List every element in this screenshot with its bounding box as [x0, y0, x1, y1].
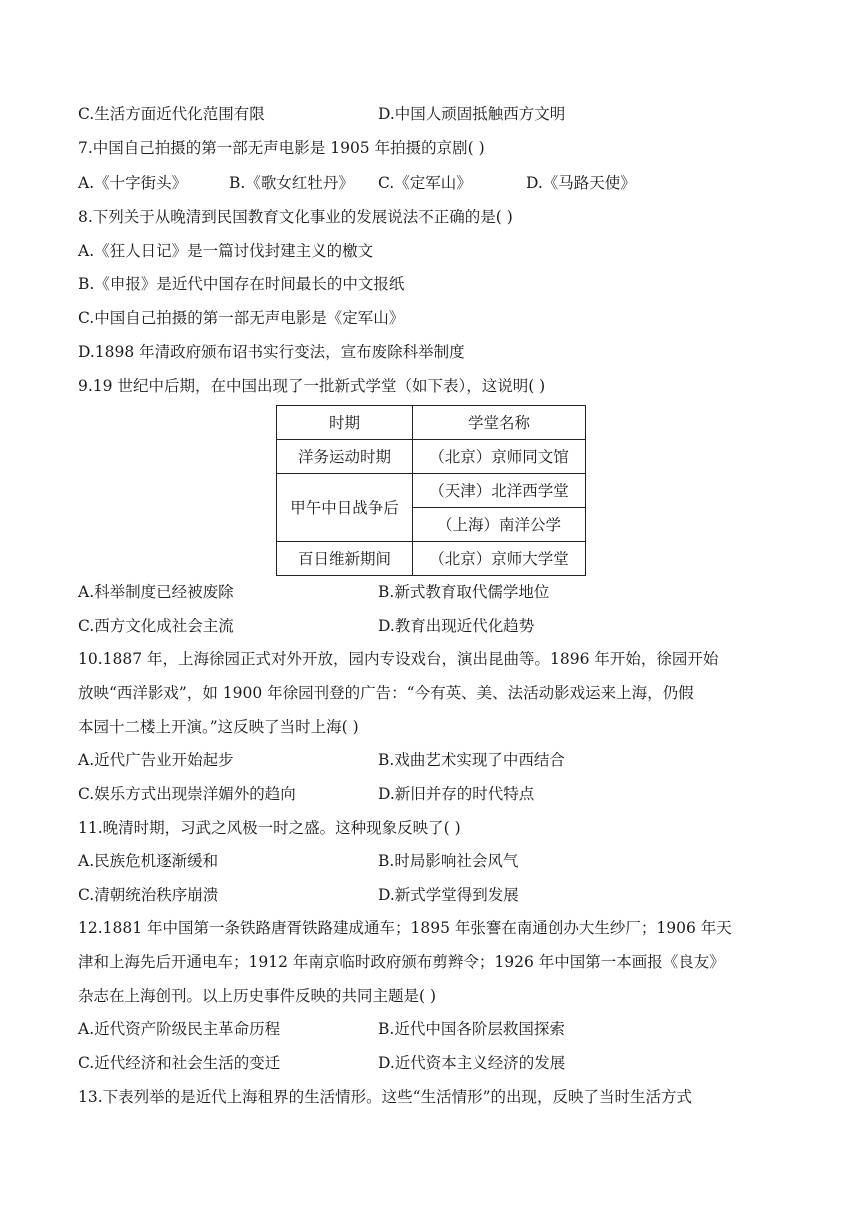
q11-stem: 11.晚清时期，习武之风极一时之盛。这种现象反映了( ) [78, 819, 461, 837]
q12-stem-line-1: 12.1881 年中国第一条铁路唐胥铁路建成通车；1895 年张謇在南通创办大生纱厂；1906 年天 [78, 919, 732, 937]
q12-stem-line-2: 津和上海先后开通电车；1912 年南京临时政府颁布剪辫令；1926 年中国第一本画报《良友》 [78, 953, 725, 971]
table-header-period: 时期 [277, 406, 413, 440]
table-cell-school: （上海）南洋公学 [413, 508, 586, 542]
q11-option-a: A.民族危机逐渐缓和 [78, 852, 219, 870]
table-cell-period: 甲午中日战争后 [277, 474, 413, 542]
table-row [277, 474, 586, 508]
q8-option-c: C.中国自己拍摄的第一部无声电影是《定军山》 [78, 309, 405, 327]
q10-stem-line-3: 本园十二楼上开演。”这反映了当时上海( ) [78, 718, 359, 736]
q10-option-d: D.新旧并存的时代特点 [378, 785, 535, 803]
q10-option-c: C.娱乐方式出现崇洋媚外的趋向 [78, 785, 296, 803]
q10-option-a: A.近代广告业开始起步 [78, 751, 234, 769]
q7-option-d: D.《马路天使》 [526, 174, 636, 192]
q11-option-d: D.新式学堂得到发展 [378, 886, 519, 904]
table-row [277, 542, 586, 576]
table-cell-period: 洋务运动时期 [277, 440, 413, 474]
q9-option-d: D.教育出现近代化趋势 [378, 617, 535, 635]
q10-stem-line-2: 放映“西洋影戏”，如 1900 年徐园刊登的广告：“今有英、美、法活动影戏运来上海，仍假 [78, 684, 694, 702]
table-cell-school: （北京）京师大学堂 [413, 542, 586, 576]
q8-stem: 8.下列关于从晚清到民国教育文化事业的发展说法不正确的是( ) [78, 208, 513, 226]
q9-option-a: A.科举制度已经被废除 [78, 583, 234, 601]
table-cell-school: （北京）京师同文馆 [413, 440, 586, 474]
q7-option-a: A.《十字街头》 [78, 174, 188, 192]
q9-option-b: B.新式教育取代儒学地位 [378, 583, 550, 601]
q10-option-b: B.戏曲艺术实现了中西结合 [378, 751, 565, 769]
q11-option-b: B.时局影响社会风气 [378, 852, 519, 870]
table-row [277, 440, 586, 474]
q10-stem-line-1: 10.1887 年，上海徐园正式对外开放，园内专设戏台，演出昆曲等。1896 年开始，徐园开始 [78, 650, 719, 668]
q6-option-d: D.中国人顽固抵触西方文明 [378, 105, 566, 123]
q9-stem: 9.19 世纪中后期，在中国出现了一批新式学堂（如下表），这说明( ) [78, 377, 546, 395]
table-header-row [277, 406, 586, 440]
q7-option-b: B.《歌女红牡丹》 [229, 174, 354, 192]
q9-option-c: C.西方文化成社会主流 [78, 617, 234, 635]
q12-option-c: C.近代经济和社会生活的变迁 [78, 1054, 281, 1072]
table-header-school: 学堂名称 [413, 406, 586, 440]
table-cell-period: 百日维新期间 [277, 542, 413, 576]
q11-option-c: C.清朝统治秩序崩溃 [78, 886, 219, 904]
schools-table [276, 405, 586, 576]
q8-option-a: A.《狂人日记》是一篇讨伐封建主义的檄文 [78, 242, 374, 260]
q12-option-b: B.近代中国各阶层救国探索 [378, 1020, 565, 1038]
q12-option-d: D.近代资本主义经济的发展 [378, 1054, 566, 1072]
q12-option-a: A.近代资产阶级民主革命历程 [78, 1020, 281, 1038]
q8-option-b: B.《申报》是近代中国存在时间最长的中文报纸 [78, 275, 405, 293]
q12-stem-line-3: 杂志在上海创刊。以上历史事件反映的共同主题是( ) [78, 987, 437, 1005]
q13-stem-line-1: 13.下表列举的是近代上海租界的生活情形。这些“生活情形”的出现，反映了当时生活方式 [78, 1088, 693, 1106]
table-cell-school: （天津）北洋西学堂 [413, 474, 586, 508]
q6-option-c: C.生活方面近代化范围有限 [78, 105, 265, 123]
q8-option-d: D.1898 年清政府颁布诏书实行变法，宣布废除科举制度 [78, 343, 465, 361]
q7-option-c: C.《定军山》 [378, 174, 472, 192]
q7-stem: 7.中国自己拍摄的第一部无声电影是 1905 年拍摄的京剧( ) [78, 139, 485, 157]
